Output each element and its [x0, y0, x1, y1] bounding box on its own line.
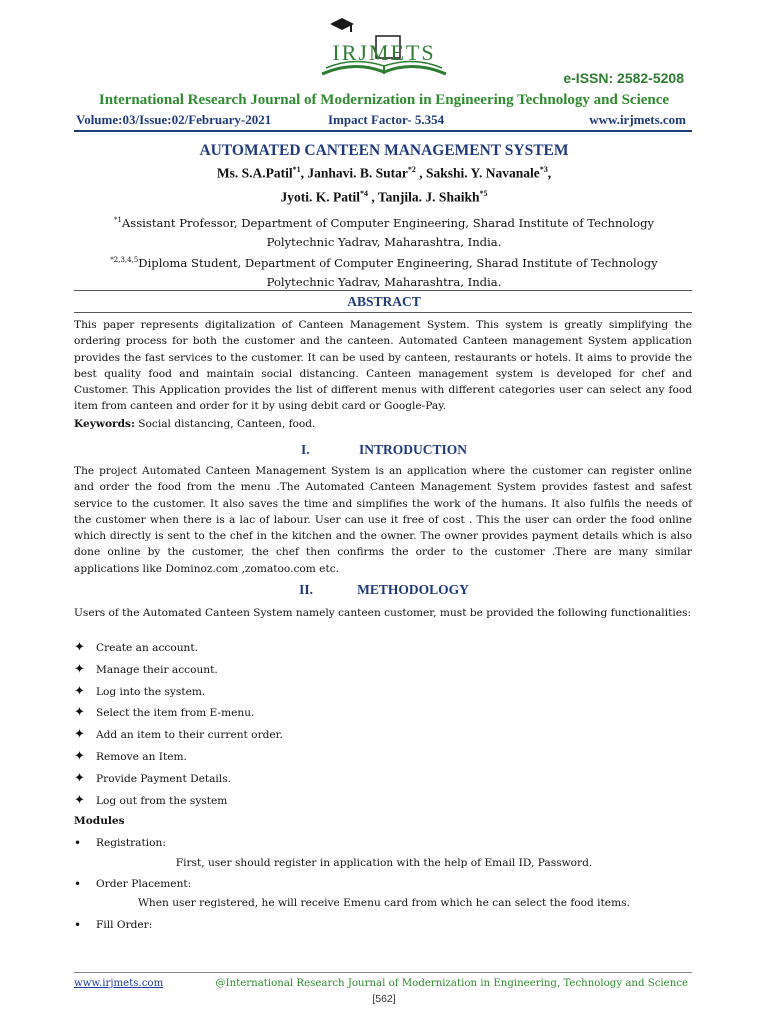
module-registration-desc: First, user should register in application with the help of Email ID, Password. [175, 857, 593, 869]
module-order-placement-desc: When user registered, he will receive Emenu card from which he can select the food items. [138, 897, 630, 909]
title-divider [74, 290, 692, 291]
bullet-dot-icon: • [74, 836, 82, 850]
authors-line-2: Jyoti. K. Patil$^{*4}$ , Tanjila. J. Shaikh$^{*5}$ [280, 189, 488, 205]
journal-title: International Research Journal of Modernization in Engineering Technology and Science [98, 92, 670, 108]
issn: e-ISSN: 2582-5208 [563, 70, 684, 86]
affiliation-2: $^{*2,3,4,5}$Diploma Student, Department of Computer Engineering, Sharad Institute of Technology Polytechnic Yadrav, Maharashtra, India. [110, 255, 658, 289]
star-bullet-icon: ✦ [74, 683, 85, 699]
abstract-divider [74, 312, 692, 313]
methodology-heading: II. METHODOLOGY [299, 582, 469, 597]
star-bullet-icon: ✦ [74, 705, 85, 721]
journal-website-link[interactable]: www.irjmets.com [589, 112, 686, 127]
logo-text: IRJMETS [332, 40, 436, 65]
star-bullet-icon: ✦ [74, 727, 85, 743]
introduction-heading: I. INTRODUCTION [300, 442, 467, 457]
star-bullet-icon: ✦ [74, 748, 85, 764]
list-item: ✦ Select the item from E-menu. [74, 705, 255, 721]
star-bullet-icon: ✦ [74, 792, 85, 808]
bullet-dot-icon: • [74, 877, 82, 891]
impact-factor: Impact Factor- 5.354 [328, 112, 445, 127]
header-divider [74, 130, 692, 132]
keywords [74, 418, 692, 430]
footer-journal-credit: @International Research Journal of Modernization in Engineering, Technology and Science [215, 978, 688, 989]
methodology-text: Users of the Automated Canteen System namely canteen customer, must be provided the following functionalities: [74, 607, 692, 619]
footer-divider [74, 972, 692, 973]
list-item: ✦ Add an item to their current order. [74, 727, 283, 743]
affiliation-1: $^{*1}$Assistant Professor, Department of Computer Engineering, Sharad Institute of Technology Polytechnic Yadrav, Maharashtra, India. [113, 215, 655, 249]
star-bullet-icon: ✦ [74, 770, 85, 786]
authors-line-1: Ms. S.A.Patil$^{*1}$, Janhavi. B. Sutar$^{*2}$ , Sakshi. Y. Navanale$^{*3}$, [216, 165, 552, 181]
star-bullet-icon: ✦ [74, 661, 85, 677]
list-item: ✦ Log out from the system [74, 792, 228, 808]
list-item: ✦ Create an account. [74, 640, 198, 655]
keywords-label: Keywords: [74, 418, 135, 430]
volume-info: Volume:03/Issue:02/February-2021 [76, 112, 272, 127]
page-number: [562] [372, 993, 396, 1005]
introduction-text: The project Automated Canteen Management System is an application where the customer can register online and order the food from the menu .The Automated Canteen Management System provides fastest and safest service to the customer. It also saves the time and simplifies the work of the humans. It also fulfils the needs of the customer when there is a lac of labour. User can use it free of cost . This the user can order the food online which directly is sent to the chef in the kitchen and the owner. The owner provides payment details which is also done online by the customer, the chef then confirms the order to the customer .There are many similar applications like Dominoz.com ,zomatoo.com etc. [74, 465, 692, 575]
paper-page: IRJMETS e-ISSN: 2582-5208 International Research Journal of Modernization in Engineering Technology and Science Volume:03/Issue:02/February-2021 Impact Factor- 5.354 www.irjmets.com AUTOMATED CANTEEN MANAGEMENT SYSTEM Ms. S.A.Patil$^{*1}$, Janhavi. B. Sutar$^{*2}$ , Sakshi. Y. Navanale$^{*3}$, Jyoti. K. Patil$^{*4}$ , Tanjila. J. Shaikh$^{*5}$ $^{*1}$Assistant Professor, Department of Computer Engineering, Sharad Institute of Technology Polytechnic Yadrav, Maharashtra, India. $^{*2,3,4,5}$Diploma Student, Department of Computer Engineering, Sharad Institute of Technology Polytechnic Yadrav, Maharashtra, India. ABSTRACT This paper represents digitalization of Canteen Management System. This system is greatly simplifying the ordering process for both the customer and the canteen. Automated Canteen management System application provides the fast services to the customer. It can be used by canteen, restaurants or hotels. It aims to provide the best quality food and maintain social distancing. Canteen management system is developed for chef and Customer. This Application provides the list of different menus with different categories user can select any food item from canteen and order for it by using debit card or Google-Pay. Keywords: Social distancing, Canteen, food. I. INTRODUCTION The project Automated Canteen Management System is an application where the customer can register online and order the food from the menu .The Automated Canteen Management System provides fastest and safest service to the customer. It also saves the time and simplifies the work of the humans. It also fulfils the needs of the customer when there is a lac of labour. User can use it free of cost . This the user can order the food online which directly is sent to the chef in the kitchen and the owner. The owner provides payment details which is also done online by the customer, the chef then confirms the order to the customer .There are many similar applications like Dominoz.com ,zomatoo.com etc. II. METHODOLOGY Users of the Automated Canteen System namely canteen customer, must be provided the following functionalities: ✦ Create an account. ✦ Manage their account. ✦ Log into the system. ✦ Select the item from E-menu. ✦ Add an item to their current order. ✦ Remove an Item. ✦ Provide Payment Details. ✦ Log out from the system Modules • Registration: First, user should register in application with the help of Email ID, Password. • Order Placement: When user registered, he will receive Emenu card from which he can select the food items. • Fill Order: www.irjmets.com @International Research Journal of Modernization in Engineering, Technology and Science [562] [0, 0, 768, 1024]
functionality-list [74, 642, 692, 816]
keywords-value: Social distancing, Canteen, food. [134, 418, 316, 430]
abstract-text: This paper represents digitalization of Canteen Management System. This system is greatly simplifying the ordering process for both the customer and the canteen. Automated Canteen management System application provides the fast services to the customer. It can be used by canteen, restaurants or hotels. It aims to provide the best quality food and maintain social distancing. Canteen management system is developed for chef and Customer. This Application provides the list of different menus with different categories user can select any food item from canteen and order for it by using debit card or Google-Pay. [74, 319, 692, 413]
abstract-heading: ABSTRACT [347, 294, 421, 309]
paper-title: AUTOMATED CANTEEN MANAGEMENT SYSTEM [199, 142, 569, 159]
bullet-dot-icon: • [74, 918, 82, 932]
journal-logo [316, 14, 452, 80]
list-item: ✦ Manage their account. [74, 661, 218, 677]
star-bullet-icon: ✦ [74, 640, 85, 655]
list-item: ✦ Log into the system. [74, 683, 206, 699]
list-item: ✦ Remove an Item. [74, 748, 187, 764]
footer-website-link[interactable]: www.irjmets.com [74, 978, 164, 989]
modules-heading: Modules [74, 815, 125, 827]
list-item: ✦ Provide Payment Details. [74, 770, 231, 786]
